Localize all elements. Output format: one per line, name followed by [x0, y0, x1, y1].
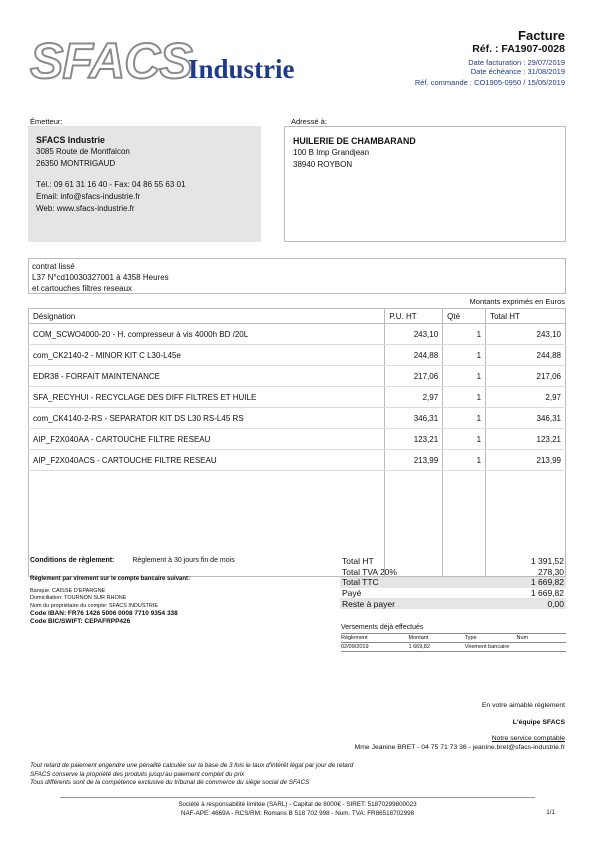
- payments-header: Type: [465, 634, 517, 643]
- destinataire-box: [284, 126, 566, 242]
- cell-qte: 1: [443, 387, 486, 408]
- virement-label: Règlement par virement sur le compte bancaire suivant:: [30, 576, 191, 582]
- cell-qte: 1: [443, 324, 486, 345]
- emetteur-email: Email: info@sfacs-industrie.fr: [36, 191, 141, 201]
- invoice-reference: Réf. : FA1907-0028: [472, 43, 565, 55]
- ref-commande: Réf. commande : CO1905-0950 / 15/05/2019: [414, 78, 565, 87]
- total-row: [340, 598, 566, 609]
- legal-line3: Tous différents sont de la compétence exclusive du tribunal de commerce du siège social de SFACS: [30, 779, 310, 787]
- cell-qte: 1: [443, 450, 486, 471]
- conditions-label: Conditions de règlement:: [30, 557, 115, 564]
- accounting-contact: Mme Jeanine BRET - 04 75 71 73 36 - jeanine.bret@sfacs-industrie.fr: [354, 744, 565, 751]
- payment-amount: 1 669,82: [409, 643, 465, 652]
- footer-divider: [60, 797, 535, 798]
- contract-note: [28, 258, 566, 294]
- total-row: [340, 567, 566, 578]
- payment-conditions: [30, 557, 235, 564]
- invoice-lines-table: [28, 308, 566, 577]
- payments-header: Montant: [409, 634, 465, 643]
- cell-pu-ht: 2,97: [385, 387, 443, 408]
- cell-pu-ht: 243,10: [385, 324, 443, 345]
- total-label: Total HT: [342, 556, 374, 567]
- table-row: [29, 324, 566, 345]
- cell-pu-ht: 217,06: [385, 366, 443, 387]
- cell-qte: 1: [443, 366, 486, 387]
- bank-owner: Nom du propriétaire du compte: SFACS INDUSTRIE: [30, 602, 159, 609]
- closing-line: En votre aimable règlement: [481, 702, 565, 709]
- cell-total-ht: 2,97: [486, 387, 566, 408]
- total-row: [340, 588, 566, 599]
- table-row: [29, 408, 566, 429]
- emetteur-address1: 3085 Route de Montfalcon: [36, 147, 130, 157]
- table-row: [29, 450, 566, 471]
- contract-line3: et cartouches filtres reseaux: [32, 284, 133, 293]
- page-number: 1/1: [546, 809, 555, 816]
- payment-type: Virement bancaire: [465, 643, 517, 652]
- payments-header: Règlement: [341, 634, 409, 643]
- date-echeance: Date échéance : 31/08/2019: [470, 67, 565, 76]
- table-row: [29, 345, 566, 366]
- table-row: [29, 429, 566, 450]
- bank-details: [30, 588, 178, 626]
- payments-made: [341, 624, 566, 652]
- emetteur-address2: 26350 MONTRIGAUD: [36, 159, 116, 169]
- bank-name: Banque: CAISSE D'EPARGNE: [30, 588, 106, 594]
- footer: [0, 800, 595, 818]
- cell-designation: com_CK2140-2 - MINOR KIT C L30-L45e: [29, 345, 385, 366]
- cell-total-ht: 243,10: [486, 324, 566, 345]
- cell-total-ht: 213,99: [486, 450, 566, 471]
- totals-table: [340, 556, 566, 609]
- total-label: Payé: [342, 588, 362, 599]
- destinataire-name: HUILERIE DE CHAMBARAND: [293, 136, 416, 146]
- table-row: [29, 366, 566, 387]
- logo-sub-text: Industrie: [188, 54, 295, 84]
- cell-total-ht: 346,31: [486, 408, 566, 429]
- cell-designation: COM_SCWO4000-20 - H. compresseur à vis 4000h BD /20L: [29, 324, 385, 345]
- header-total-ht: Total HT: [486, 309, 566, 324]
- total-value: 1 391,52: [530, 556, 564, 567]
- cell-designation: AIP_F2X040ACS - CARTOUCHE FILTRE RESEAU: [29, 450, 385, 471]
- bank-bic: Code BIC/SWIFT: CEPAFRPP426: [30, 618, 131, 626]
- document-title: Facture: [518, 28, 565, 43]
- total-label: Reste à payer: [340, 598, 479, 609]
- conditions-value: Règlement à 30 jours fin de mois: [132, 557, 235, 564]
- header-pu-ht: P.U. HT: [385, 309, 443, 324]
- total-value: 1 669,82: [530, 588, 564, 599]
- cell-designation: EDR38 - FORFAIT MAINTENANCE: [29, 366, 385, 387]
- legal-line1: Tout retard de paiement engendre une pénalité calculée sur la base de 3 fois le taux d'intérêt légal par jour de retard: [30, 762, 354, 769]
- company-logo: [30, 32, 320, 92]
- footer-line2: NAF-APE: 4669A - RCS/RM: Romans B 518 702 998 - Num. TVA: FR86518702998: [180, 810, 415, 817]
- total-value: 0,00: [479, 598, 566, 609]
- payments-header-row: [341, 634, 566, 643]
- cell-designation: AIP_F2X040AA - CARTOUCHE FILTRE RESEAU: [29, 429, 385, 450]
- team-signature: L'équipe SFACS: [512, 719, 565, 726]
- emetteur-name: SFACS Industrie: [36, 135, 105, 145]
- emetteur-web: Web: www.sfacs-industrie.fr: [36, 204, 135, 214]
- total-row: [340, 556, 566, 567]
- accounting-service: Notre service comptable: [491, 735, 565, 742]
- date-facturation: Date facturation : 29/07/2019: [468, 58, 565, 67]
- cell-qte: 1: [443, 345, 486, 366]
- cell-pu-ht: 346,31: [385, 408, 443, 429]
- table-header-row: [29, 309, 566, 324]
- currency-note: Montants exprimés en Euros: [469, 297, 565, 306]
- emetteur-label: Émetteur:: [30, 117, 63, 126]
- payments-table: [341, 633, 566, 652]
- bank-domiciliation: Domiciliation: TOURNON SUR RHONE: [30, 595, 127, 602]
- payment-date: 02/09/2019: [341, 643, 409, 652]
- cell-designation: SFA_RECYHUI - RECYCLAGE DES DIFF FILTRES ET HUILE: [29, 387, 385, 408]
- total-value: 278,30: [538, 566, 564, 577]
- legal-notes: [30, 762, 353, 788]
- header-qte: Qté: [443, 309, 486, 324]
- payment-num: [517, 643, 567, 652]
- payments-header: Num: [517, 634, 567, 643]
- legal-line2: SFACS conserve la propriété des produits jusqu'au paiement complet du prix: [30, 770, 245, 778]
- contract-line1: contrat lissé: [32, 262, 75, 271]
- cell-designation: com_CK4140-2-RS - SEPARATOR KIT DS L30 RS-L45 RS: [29, 408, 385, 429]
- total-row: [340, 577, 566, 588]
- cell-total-ht: 217,06: [486, 366, 566, 387]
- emetteur-phone: Tél.: 09 61 31 16 40 - Fax: 04 86 55 63 01: [36, 179, 186, 189]
- header-designation: Désignation: [29, 309, 385, 324]
- emetteur-box: [28, 126, 261, 242]
- cell-qte: 1: [443, 408, 486, 429]
- cell-pu-ht: 244,88: [385, 345, 443, 366]
- destinataire-label: Adressé à:: [291, 117, 327, 126]
- total-value: 1 669,82: [479, 577, 566, 588]
- footer-line1: Société à responsabilité limitée (SARL) - Capital de 8000€ - SIRET: 51870299800023: [178, 801, 417, 808]
- total-label: Total TVA 20%: [342, 566, 397, 577]
- cell-total-ht: 244,88: [486, 345, 566, 366]
- cell-pu-ht: 213,99: [385, 450, 443, 471]
- table-row: [29, 387, 566, 408]
- payments-row: [341, 643, 566, 652]
- cell-pu-ht: 123,21: [385, 429, 443, 450]
- destinataire-address1: 100 B Imp Grandjean: [293, 148, 370, 158]
- destinataire-address2: 38940 ROYBON: [293, 160, 353, 170]
- cell-total-ht: 123,21: [486, 429, 566, 450]
- cell-qte: 1: [443, 429, 486, 450]
- contract-line2: L37 N°cd10030327001 à 4358 Heures: [32, 273, 169, 282]
- total-label: Total TTC: [340, 577, 479, 588]
- payments-title: Versements déjà effectués: [341, 624, 424, 631]
- bank-iban: Code IBAN: FR76 1426 5006 0008 7710 9354 338: [30, 610, 178, 618]
- logo-main-text: SFACS: [30, 33, 192, 89]
